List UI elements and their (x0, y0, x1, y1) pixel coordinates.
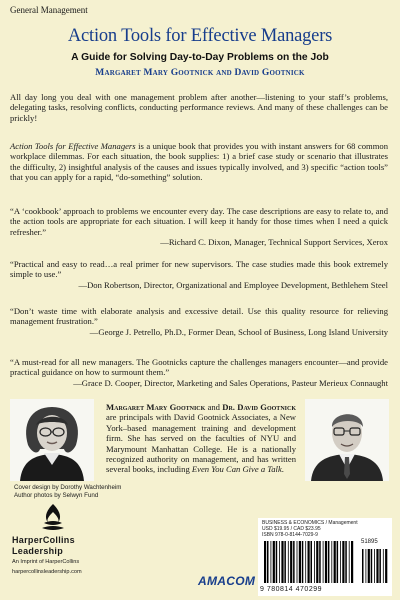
publisher-name-line-1: HarperCollins (12, 535, 75, 545)
endorsement (10, 259, 388, 290)
publisher-name-line-2: Leadership (12, 546, 64, 556)
barcode-panel (258, 518, 392, 596)
endorsement-attribution: —Grace D. Cooper, Director, Marketing and Sales Operations, Pasteur Merieux Connaught (73, 377, 388, 388)
publisher-imprint: An Imprint of HarperCollins (12, 559, 80, 565)
flame-icon (40, 503, 66, 531)
description-text-1: All day long you deal with one management problem after another—listening to your staff’s problems, delegating tasks, resolving conflicts, conducting performance reviews. And many of these challenges can be prickly! (10, 92, 388, 123)
description-body: is a unique book that provides you with instant answers for 68 common workplace dilemmas. For each situation, the book supplies: 1) a brief case study or scenario that illustrates the difficulty, 2) insightful analysis of the causes and issues typically involved, and 3) specific “action tools” that you can apply for a rapid, “do-something” solution. (10, 141, 388, 183)
bio-book-title: Even You Can Give a Talk (191, 464, 282, 475)
author-name-1: Margaret Mary Gootnick (106, 402, 206, 412)
amacom-logo: AMACOM (198, 574, 256, 588)
book-authors: Margaret Mary Gootnick and David Gootnick (95, 68, 305, 78)
category-label: General Management (10, 5, 88, 15)
description-paragraph-2 (10, 141, 388, 183)
description-paragraph-1 (10, 92, 388, 123)
publisher-logo (12, 503, 92, 597)
endorsement-quote: “A must-read for all new managers. The Gootnicks capture the challenges managers encounter—and provide practical guidance on how to surmount them.” (10, 357, 388, 378)
endorsement-quote: “A ‘cookbook’ approach to problems we encounter every day. The case descriptions are easy to relate to, and the action tools are appropriate for each situation. I will keep it handy for those times when I need a quick refresher.” (10, 206, 388, 237)
bio-text: are principals with David Gootnick Associates, a New York–based management training and development firm. She has served on the faculties of NYU and Marymount Manhattan College. He is a nationally recognized authority on management, and has written several books, including (106, 412, 296, 475)
barcode-icon (258, 539, 392, 585)
endorsement (10, 357, 388, 388)
book-subtitle: A Guide for Solving Day-to-Day Problems on the Job (71, 52, 329, 63)
author-photo-credit: Author photos by Selwyn Fund (14, 492, 99, 499)
endorsement (10, 206, 388, 248)
description-book-title: Action Tools for Effective Managers (10, 141, 136, 151)
author-name-2: Dr. David Gootnick (222, 402, 296, 412)
cover-credits (14, 484, 121, 500)
endorsement-attribution: —Don Robertson, Director, Organizational and Employee Development, Bethlehem Steel (78, 279, 388, 290)
author-photo-david (305, 399, 389, 481)
author-photo-margaret (10, 399, 94, 481)
endorsement (10, 306, 388, 337)
cover-design-credit: Cover design by Dorothy Wachtenheim (14, 484, 122, 491)
publisher-name (12, 535, 92, 557)
description-text-2 (10, 141, 388, 183)
barcode-digits: 9 780814 470299 (260, 586, 322, 593)
endorsement-quote: “Don’t waste time with elaborate analysis and excessive detail. Use this quality resource for relieving management frustration.” (10, 306, 388, 327)
bio-end: . (281, 464, 284, 475)
publisher-website: harpercollinsleadership.com (12, 569, 82, 575)
bio-and: and (205, 402, 223, 412)
endorsement-attribution: —George J. Petrello, Ph.D., Former Dean, School of Business, Long Island University (89, 326, 388, 337)
endorsement-attribution: —Richard C. Dixon, Manager, Technical Support Services, Xerox (160, 237, 388, 248)
book-title: Action Tools for Effective Managers (67, 26, 333, 46)
author-bio (106, 402, 296, 475)
woman-portrait-icon (10, 399, 94, 481)
barcode-subject: BUSINESS & ECONOMICS / Management (262, 520, 358, 526)
barcode-isbn: ISBN 978-0-8144-7029-9 (262, 532, 318, 538)
barcode-addon-number: 51895 (361, 539, 378, 545)
barcode-price: USD $19.95 / CAD $23.95 (262, 526, 321, 532)
endorsement-quote: “Practical and easy to read…a real primer for new supervisors. The case studies made this book extremely simple to use.” (10, 259, 388, 280)
man-portrait-icon (305, 399, 389, 481)
